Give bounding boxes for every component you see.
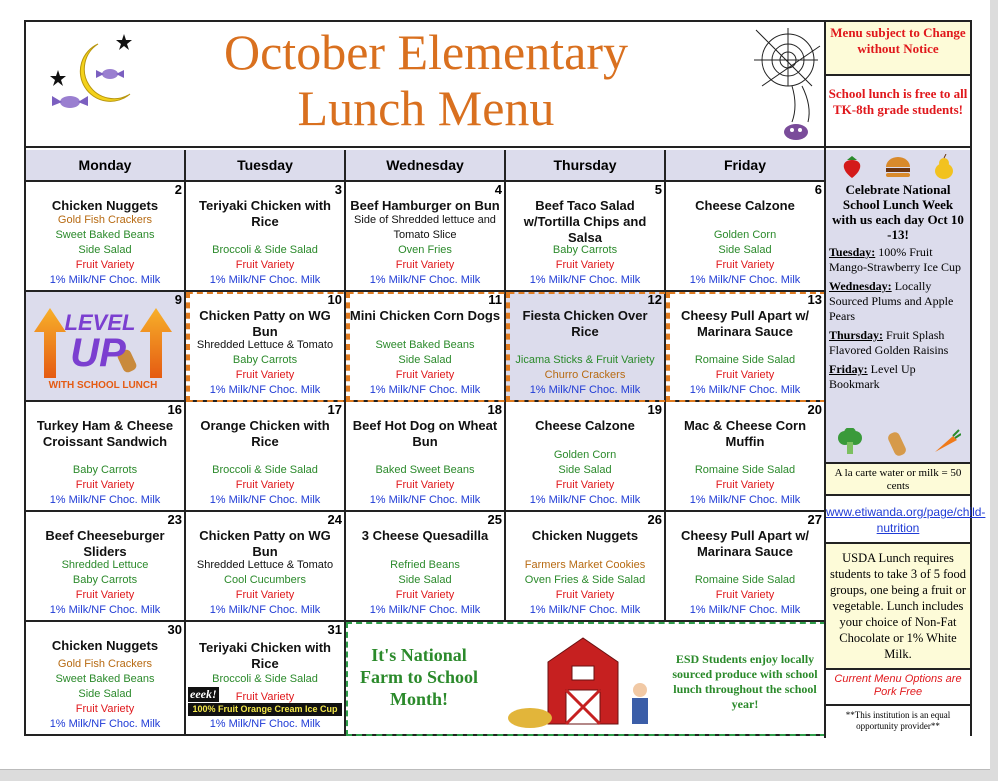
main-dish: Chicken Patty on WG Bun <box>199 528 331 559</box>
carrot-icon <box>931 428 961 456</box>
main-dish: Cheesy Pull Apart w/ Marinara Sauce <box>680 308 810 339</box>
main-dish: Mac & Cheese Corn Muffin <box>683 418 807 449</box>
day-cell-23 <box>26 512 186 622</box>
menu-line: Baby Carrots <box>72 464 138 476</box>
day-cell-20 <box>666 402 826 512</box>
free-lunch-notice <box>826 76 970 148</box>
food-icons-row <box>829 152 967 182</box>
child-nutrition-link[interactable]: www.etiwanda.org/page/child-nutrition <box>826 505 986 535</box>
menu-line: 1% Milk/NF Choc. Milk <box>369 384 481 396</box>
menu-line: Cool Cucumbers <box>224 574 306 586</box>
strawberry-icon <box>839 154 865 180</box>
level-up-cell-divider <box>346 292 350 402</box>
menu-line: Golden Corn <box>713 229 777 241</box>
main-dish: Beef Hot Dog on Wheat Bun <box>352 418 498 449</box>
menu-line: Side Salad <box>398 354 452 366</box>
page-title <box>166 24 686 136</box>
free-lunch-text: School lunch is free to all TK-8th grade students! <box>828 86 968 117</box>
menu-line: 1% Milk/NF Choc. Milk <box>529 494 641 506</box>
menu-frame <box>24 20 986 736</box>
main-dish: 3 Cheese Quesadilla <box>361 528 489 543</box>
equal-opportunity-box <box>826 704 970 736</box>
menu-line: Side Salad <box>78 688 132 700</box>
menu-line: Fruit Variety <box>235 259 295 271</box>
menu-line: Side Salad <box>398 574 452 586</box>
day-number: 9 <box>174 292 182 307</box>
day-number: 30 <box>167 622 182 637</box>
main-dish: Beef Cheeseburger Sliders <box>45 528 165 559</box>
main-dish: Chicken Nuggets <box>531 528 639 543</box>
day-number: 4 <box>494 182 502 197</box>
menu-line: Baby Carrots <box>552 244 618 256</box>
menu-line: Side Salad <box>78 244 132 256</box>
day-number: 23 <box>167 512 182 527</box>
menu-line: Sweet Baked Beans <box>55 673 155 685</box>
celebrate-treat: Fruit Splash Flavored Golden Raisins <box>829 328 949 357</box>
day-cell-31 <box>186 622 346 736</box>
menu-line: 1% Milk/NF Choc. Milk <box>49 604 161 616</box>
celebrate-treat: Level Up Bookmark <box>829 362 916 391</box>
celebrate-treat: Locally Sourced Plums and Apple Pears <box>829 279 954 323</box>
menu-line: Fruit Variety <box>75 479 135 491</box>
menu-line: Fruit Variety <box>555 479 615 491</box>
day-cell-17 <box>186 402 346 512</box>
menu-line: Baked Sweet Beans <box>375 464 475 476</box>
menu-line: Refried Beans <box>390 559 460 571</box>
level-up-graphic <box>28 298 178 392</box>
ice-cup-banner: 100% Fruit Orange Cream Ice Cup <box>188 703 342 716</box>
main-dish: Cheese Calzone <box>695 198 795 213</box>
farm-text: ESD Students enjoy locally sourced produce with school lunch throughout the school year! <box>672 652 818 711</box>
day-cell-27 <box>666 512 826 622</box>
day-header-tuesday: Tuesday <box>186 150 346 182</box>
menu-line: Fruit Variety <box>715 589 775 601</box>
day-number: 16 <box>167 402 182 417</box>
celebrate-item <box>829 362 967 392</box>
day-number: 25 <box>487 512 502 527</box>
day-cell-18 <box>346 402 506 512</box>
day-number: 3 <box>334 182 342 197</box>
celebrate-treat: 100% Fruit Mango-Strawberry Ice Cup <box>829 245 961 274</box>
day-cell-25 <box>346 512 506 622</box>
day-cell-30 <box>26 622 186 736</box>
sidebar-divider <box>824 22 826 738</box>
menu-line: 1% Milk/NF Choc. Milk <box>689 274 801 286</box>
menu-line: 1% Milk/NF Choc. Milk <box>369 494 481 506</box>
menu-line: Fruit Variety <box>715 479 775 491</box>
main-dish: Orange Chicken with Rice <box>200 418 330 449</box>
day-cell-26 <box>506 512 666 622</box>
menu-line: 1% Milk/NF Choc. Milk <box>49 718 161 730</box>
veg-icons-row <box>826 428 970 458</box>
equal-opportunity-text: **This institution is an equal opportunity provider** <box>845 710 951 731</box>
day-header-thursday: Thursday <box>506 150 666 182</box>
day-number: 17 <box>327 402 342 417</box>
menu-line: Fruit Variety <box>235 589 295 601</box>
link-box <box>826 496 986 544</box>
burger-icon <box>884 155 912 179</box>
menu-line: Fruit Variety <box>235 479 295 491</box>
day-number: 31 <box>327 622 342 637</box>
menu-line: Gold Fish Crackers <box>57 658 153 670</box>
menu-line: Fruit Variety <box>395 589 455 601</box>
celebrate-day: Tuesday: <box>829 245 876 259</box>
change-notice <box>826 22 970 76</box>
day-number: 24 <box>327 512 342 527</box>
menu-line: Romaine Side Salad <box>694 464 796 476</box>
menu-line: Oven Fries & Side Salad <box>524 574 646 586</box>
a-la-carte-box <box>826 464 970 496</box>
menu-line: Fruit Variety <box>75 259 135 271</box>
menu-line: 1% Milk/NF Choc. Milk <box>689 494 801 506</box>
main-dish: Turkey Ham & Cheese Croissant Sandwich <box>36 418 174 449</box>
day-number: 5 <box>654 182 662 197</box>
day-cell-19 <box>506 402 666 512</box>
main-dish: Fiesta Chicken Over Rice <box>522 308 648 339</box>
day-header-monday: Monday <box>26 150 186 182</box>
celebrate-heading: Celebrate National School Lunch Week with us each day Oct 10 -13! <box>832 182 964 242</box>
menu-line: Fruit Variety <box>395 479 455 491</box>
farm-title: It's National Farm to School Month! <box>360 645 478 709</box>
celebrate-day: Wednesday: <box>829 279 892 293</box>
fruit-item: Fruit Variety <box>235 691 295 703</box>
menu-line: Sweet Baked Beans <box>55 229 155 241</box>
burrito-icon <box>883 428 913 458</box>
day-number: 27 <box>807 512 822 527</box>
menu-line: 1% Milk/NF Choc. Milk <box>369 604 481 616</box>
pork-free-box <box>826 670 970 704</box>
menu-line: Fruit Variety <box>75 589 135 601</box>
milk-item: 1% Milk/NF Choc. Milk <box>209 718 321 730</box>
menu-line: Fruit Variety <box>75 703 135 715</box>
eeek-logo: eeek! <box>190 687 217 701</box>
main-dish: Beef Hamburger on Bun <box>350 198 500 213</box>
day-number: 26 <box>647 512 662 527</box>
day-number: 11 <box>488 292 502 307</box>
menu-line: 1% Milk/NF Choc. Milk <box>689 384 801 396</box>
menu-line: 1% Milk/NF Choc. Milk <box>209 604 321 616</box>
day-cell-16 <box>26 402 186 512</box>
menu-line: Churro Crackers <box>544 369 626 381</box>
celebrate-box <box>826 150 970 464</box>
day-cell-4 <box>346 182 506 292</box>
day-cell-3 <box>186 182 346 292</box>
pear-icon <box>931 154 957 180</box>
usda-box <box>826 544 970 670</box>
level-up-cell-divider <box>506 292 510 402</box>
menu-line: Sweet Baked Beans <box>375 339 475 351</box>
menu-line: 1% Milk/NF Choc. Milk <box>529 384 641 396</box>
main-dish: Teriyaki Chicken with Rice <box>199 640 331 671</box>
menu-line: Broccoli & Side Salad <box>212 244 318 256</box>
menu-line: Side Salad <box>718 244 772 256</box>
main-dish: Chicken Nuggets <box>51 198 159 213</box>
day-number: 6 <box>814 182 822 197</box>
level-up-cell-divider <box>666 292 670 402</box>
main-dish: Cheesy Pull Apart w/ Marinara Sauce <box>680 528 810 559</box>
change-notice-text: Menu subject to Change without Notice <box>830 25 966 56</box>
broccoli-icon <box>835 428 865 456</box>
a-la-carte-text: A la carte water or milk = 50 cents <box>834 467 962 492</box>
menu-line: 1% Milk/NF Choc. Milk <box>529 274 641 286</box>
day-number: 18 <box>487 402 502 417</box>
usda-text: USDA Lunch requires students to take 3 of 5 food groups, one being a fruit or vegetable. Lunch includes your choice of Non-Fat Chocolate or 1% White Milk. <box>829 551 967 661</box>
main-dish: Teriyaki Chicken with Rice <box>199 198 331 229</box>
level-up-cell <box>26 292 186 402</box>
menu-line: 1% Milk/NF Choc. Milk <box>209 384 321 396</box>
menu-line: 1% Milk/NF Choc. Milk <box>369 274 481 286</box>
menu-line: Fruit Variety <box>715 369 775 381</box>
menu-line: Farmers Market Cookies <box>524 559 646 571</box>
side-item: Broccoli & Side Salad <box>212 673 318 685</box>
main-dish: Beef Taco Salad w/Tortilla Chips and Salsa <box>523 198 647 245</box>
menu-line: Fruit Variety <box>555 589 615 601</box>
day-header-wednesday: Wednesday <box>346 150 506 182</box>
menu-line: Baby Carrots <box>232 354 298 366</box>
day-number: 13 <box>807 292 822 307</box>
up-text: UP <box>70 331 126 375</box>
day-cell-24 <box>186 512 346 622</box>
day-number: 10 <box>327 292 342 307</box>
day-number: 2 <box>174 182 182 197</box>
with-school-lunch-text: WITH SCHOOL LUNCH <box>48 380 158 391</box>
celebrate-list <box>829 245 967 392</box>
menu-line: Fruit Variety <box>395 259 455 271</box>
menu-line: Shredded Lettuce & Tomato <box>196 339 334 351</box>
main-dish: Cheese Calzone <box>535 418 635 433</box>
menu-line: Gold Fish Crackers <box>57 214 153 226</box>
day-cell-6 <box>666 182 826 292</box>
title-line-1: October Elementary <box>224 24 628 80</box>
celebrate-day: Friday: <box>829 362 868 376</box>
menu-line: Fruit Variety <box>235 369 295 381</box>
day-cell-2 <box>26 182 186 292</box>
menu-line: Romaine Side Salad <box>694 574 796 586</box>
main-dish: Chicken Patty on WG Bun <box>199 308 331 339</box>
pork-free-text: Current Menu Options are Pork Free <box>834 673 962 698</box>
barn-icon <box>508 632 658 730</box>
menu-line: 1% Milk/NF Choc. Milk <box>209 494 321 506</box>
farm-to-school-box <box>346 622 826 736</box>
spiderweb-icon <box>752 26 824 144</box>
moon-bats-icon <box>38 30 138 110</box>
menu-line: Shredded Lettuce <box>61 559 149 571</box>
day-cell-5 <box>506 182 666 292</box>
menu-line: 1% Milk/NF Choc. Milk <box>49 494 161 506</box>
day-number: 19 <box>647 402 662 417</box>
title-line-2: Lunch Menu <box>297 80 555 136</box>
menu-line: 1% Milk/NF Choc. Milk <box>49 274 161 286</box>
menu-line: Baby Carrots <box>72 574 138 586</box>
main-dish: Mini Chicken Corn Dogs <box>349 308 501 323</box>
day-header-friday: Friday <box>666 150 826 182</box>
menu-line: Side Salad <box>558 464 612 476</box>
menu-line: 1% Milk/NF Choc. Milk <box>529 604 641 616</box>
title-block <box>26 22 826 148</box>
menu-line: Fruit Variety <box>555 259 615 271</box>
celebrate-item <box>829 245 967 275</box>
menu-line: 1% Milk/NF Choc. Milk <box>209 274 321 286</box>
celebrate-item <box>829 328 967 358</box>
celebrate-item <box>829 279 967 324</box>
menu-line: 1% Milk/NF Choc. Milk <box>689 604 801 616</box>
menu-line: Broccoli & Side Salad <box>212 464 318 476</box>
menu-line: Oven Fries <box>398 244 452 256</box>
celebrate-day: Thursday: <box>829 328 884 342</box>
menu-line: Romaine Side Salad <box>694 354 796 366</box>
level-up-cell-divider <box>186 292 190 402</box>
menu-line: Jicama Sticks & Fruit Variety <box>515 354 655 366</box>
main-dish: Chicken Nuggets <box>51 638 159 653</box>
day-number: 12 <box>647 292 662 307</box>
level-text: LEVEL <box>64 310 136 335</box>
menu-line: Shredded Lettuce & Tomato <box>196 559 334 571</box>
day-number: 20 <box>807 402 822 417</box>
menu-line: Fruit Variety <box>395 369 455 381</box>
menu-line: Golden Corn <box>553 449 617 461</box>
menu-line: Fruit Variety <box>715 259 775 271</box>
menu-line: Side of Shredded lettuce and Tomato Slice <box>354 214 496 241</box>
